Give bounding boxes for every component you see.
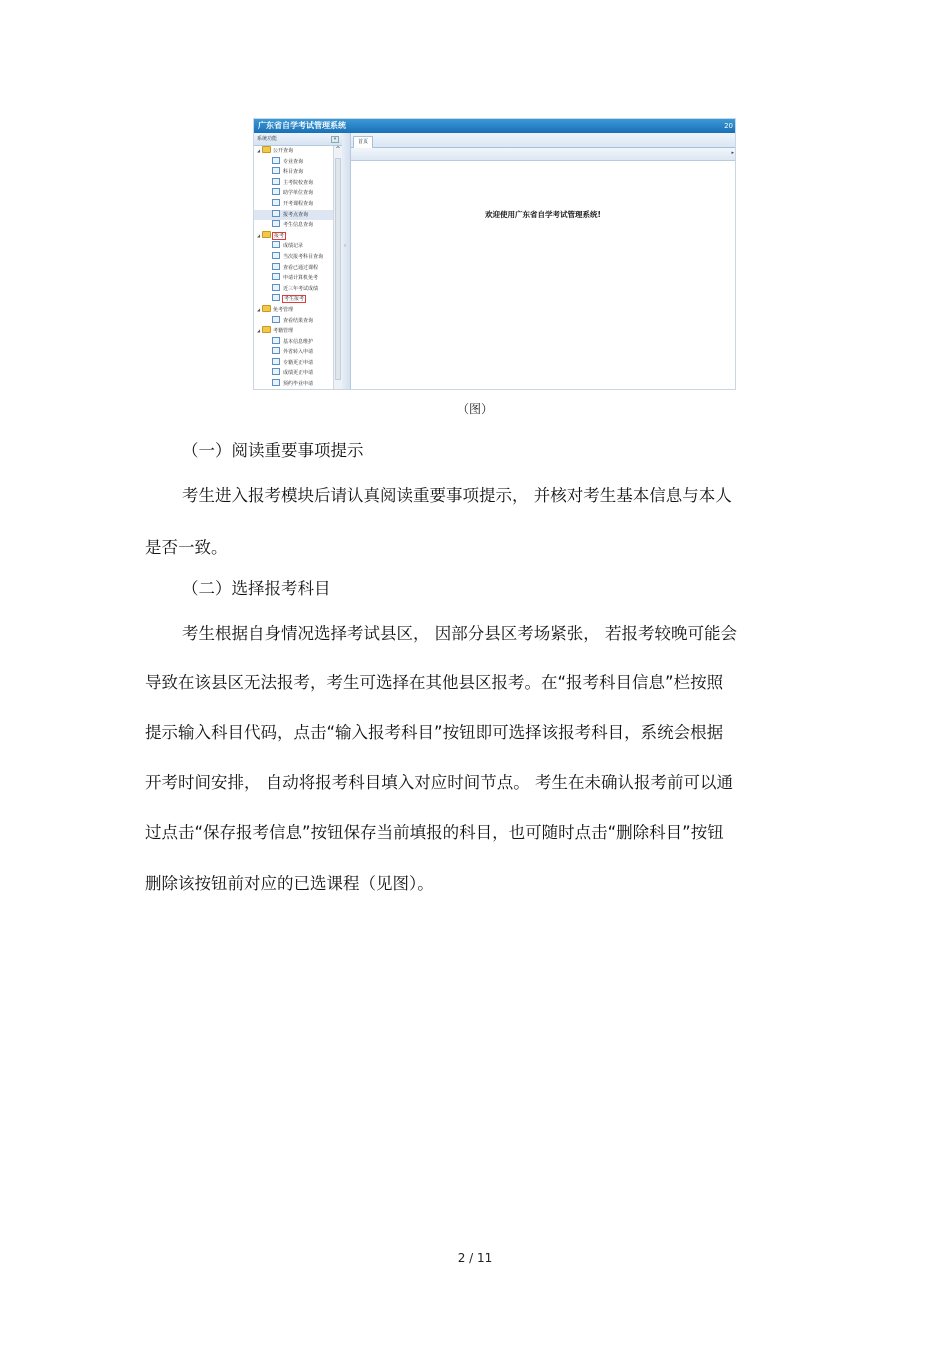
tree-item-label: 专籍更正申请 [283, 359, 314, 366]
para2-line5: 过点击“保存报考信息”按钮保存当前填报的科目，也可随时点击“删除科目”按钮 [145, 823, 724, 842]
embedded-screenshot [253, 118, 736, 390]
expand-arrow-icon[interactable]: ◢ [257, 148, 261, 153]
expand-arrow-icon[interactable]: ◢ [257, 232, 261, 238]
tree-item-label: 申请计算机免考 [283, 275, 319, 282]
page-icon [272, 241, 280, 248]
tree-item-label: 成绩更正申请 [283, 370, 314, 377]
tree-item[interactable] [254, 337, 334, 348]
page-icon [272, 294, 280, 301]
page-icon [272, 379, 280, 386]
heading-select-subjects: （二）选择报考科目 [182, 579, 331, 598]
tree-item[interactable] [254, 316, 334, 327]
tree-item[interactable] [254, 347, 334, 358]
page-icon [272, 368, 280, 375]
folder-icon [262, 231, 271, 238]
tree-item-label: 考生信息查询 [283, 222, 314, 229]
tree-item-label: 公开查询 [273, 148, 294, 154]
tree-item[interactable] [254, 220, 334, 231]
tree-item-label: 考籍管理 [273, 328, 294, 335]
page-icon [272, 188, 280, 195]
expand-arrow-icon[interactable]: ◢ [257, 328, 261, 334]
para1-line1: 考生进入报考模块后请认真阅读重要事项提示， 并核对考生基本信息与本人 [182, 486, 732, 505]
para1-line2: 是否一致。 [145, 538, 228, 557]
tab-scroll-right-icon[interactable]: ▸ [731, 150, 734, 156]
page-icon [272, 252, 280, 259]
tree-item[interactable] [254, 294, 334, 305]
tree-item-label: 主考院校查询 [283, 179, 314, 186]
tree-folder[interactable] [254, 231, 334, 242]
tree-item-label: 当次报考科目查询 [283, 253, 324, 260]
page-icon [272, 337, 280, 344]
tree-item-label: 报考 [274, 232, 285, 239]
tree-item-label: 科目查询 [283, 169, 304, 176]
tree-item[interactable] [254, 263, 334, 274]
tree-item[interactable] [254, 199, 334, 210]
page-icon [272, 316, 280, 323]
main-content [351, 133, 735, 389]
tree-folder[interactable] [254, 305, 334, 316]
collapse-icon[interactable]: « [331, 136, 339, 143]
folder-icon [262, 146, 271, 153]
tree-item[interactable] [254, 273, 334, 284]
tree-folder[interactable] [254, 146, 334, 157]
page-icon [272, 273, 280, 280]
tree-item[interactable] [254, 284, 334, 295]
tree-item[interactable] [254, 252, 334, 263]
page-icon [272, 263, 280, 270]
page-icon [272, 199, 280, 206]
sidebar [254, 133, 343, 389]
sidebar-scrollbar[interactable] [333, 146, 342, 389]
tree-item-label: 预约毕业申请 [283, 381, 314, 388]
tree-item[interactable] [254, 188, 334, 199]
tree-item[interactable] [254, 167, 334, 178]
tab-home[interactable]: 首页 [353, 136, 373, 148]
heading-read-notice: （一）阅读重要事项提示 [182, 441, 364, 460]
tree-item-label: 助学单位查询 [283, 190, 314, 197]
tree-item-label: 成绩记录 [283, 243, 304, 250]
tree-item-label: 外省转入申请 [283, 349, 314, 356]
tab-bar [351, 133, 735, 148]
page-number: 2 / 11 [457, 1251, 493, 1265]
page-icon [272, 178, 280, 185]
tree-item[interactable] [254, 379, 334, 389]
welcome-message: 欢迎使用广东省自学考试管理系统! [485, 210, 601, 219]
sidebar-header [254, 133, 342, 146]
app-title-bar [254, 119, 735, 133]
page-icon [272, 210, 280, 217]
tree-item[interactable] [254, 178, 334, 189]
page-icon [272, 284, 280, 291]
para2-line2: 导致在该县区无法报考，考生可选择在其他县区报考。在“报考科目信息”栏按照 [145, 673, 724, 692]
tree-item-label: 报考点查询 [283, 211, 309, 218]
tree-item-label: 查看已通过课程 [283, 264, 319, 271]
para2-line6: 删除该按钮前对应的已选课程（见图）。 [145, 874, 434, 893]
para2-line3: 提示输入科目代码，点击“输入报考科目”按钮即可选择该报考科目，系统会根据 [145, 723, 724, 742]
tree-item[interactable] [254, 210, 334, 221]
version-text: 20 [724, 122, 733, 130]
scroll-up-icon[interactable]: ^ [335, 146, 341, 153]
tree-item[interactable] [254, 368, 334, 379]
app-title: 广东省自学考试管理系统 [258, 121, 346, 130]
page-icon [272, 358, 280, 365]
tree-item-label: 免考管理 [273, 306, 294, 313]
figure-caption: （图） [456, 402, 493, 416]
folder-icon [262, 326, 271, 333]
tree-item-label: 专业查询 [283, 158, 304, 165]
page-icon [272, 347, 280, 354]
panel-splitter[interactable] [342, 133, 351, 389]
tree-item-label: 基本信息维护 [283, 338, 314, 345]
tree-item-label: 开考课程查询 [283, 200, 314, 207]
tree-item-label: 近三年考试成绩 [283, 285, 319, 292]
page-icon [272, 167, 280, 174]
folder-icon [262, 305, 271, 312]
scrollbar-thumb[interactable] [335, 158, 341, 380]
tree-item-label: 查看结果查询 [283, 317, 314, 324]
page-icon [272, 157, 280, 164]
content-toolbar [351, 148, 735, 161]
tree-item[interactable] [254, 358, 334, 369]
para2-line1: 考生根据自身情况选择考试县区， 因部分县区考场紧张， 若报考较晚可能会 [182, 624, 737, 643]
tree-item[interactable] [254, 241, 334, 252]
tree-item[interactable] [254, 157, 334, 168]
para2-line4: 开考时间安排， 自动将报考科目填入对应时间节点。 考生在未确认报考前可以通 [145, 773, 733, 792]
expand-arrow-icon[interactable]: ◢ [257, 306, 261, 312]
tree-folder[interactable] [254, 326, 334, 337]
splitter-arrow-icon[interactable]: › [344, 243, 346, 249]
tree-item-label: 考生报考 [284, 296, 305, 303]
sidebar-header-label: 系统功能 [257, 136, 278, 142]
page-icon [272, 220, 280, 227]
nav-tree [254, 146, 334, 389]
